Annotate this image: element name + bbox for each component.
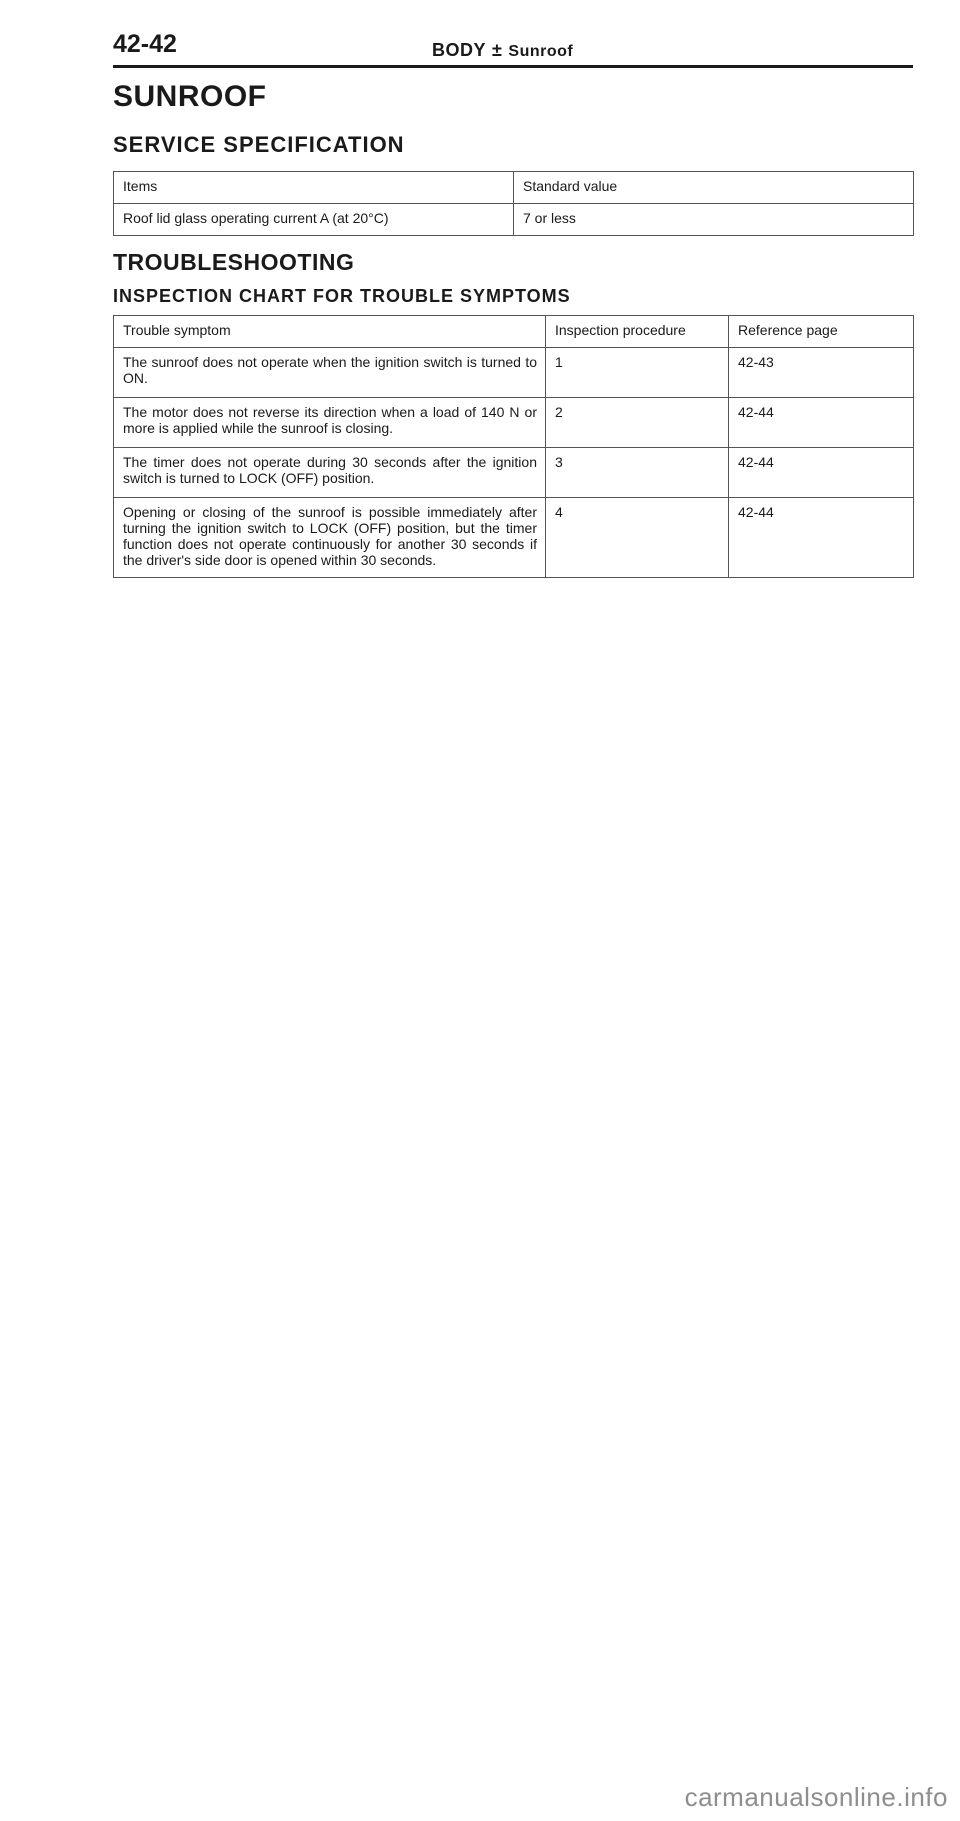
service-specification-heading: SERVICE SPECIFICATION bbox=[113, 132, 405, 157]
table-row bbox=[114, 448, 914, 498]
reference-page-cell: 42-44 bbox=[729, 498, 914, 578]
table-row bbox=[114, 348, 914, 398]
inspection-chart-heading: INSPECTION CHART FOR TROUBLE SYMPTOMS bbox=[113, 286, 571, 306]
running-head bbox=[432, 40, 573, 61]
page-number: 42-42 bbox=[113, 30, 177, 58]
page-title: SUNROOF bbox=[113, 80, 267, 113]
table-header-row bbox=[114, 172, 914, 204]
separator: ± bbox=[492, 40, 503, 60]
column-header: Items bbox=[114, 172, 514, 204]
service-specification-table bbox=[113, 171, 914, 236]
column-header: Standard value bbox=[514, 172, 914, 204]
inspection-chart-table bbox=[113, 315, 914, 578]
trouble-symptom-cell: The sunroof does not operate when the ignition switch is turned to ON. bbox=[114, 348, 546, 398]
inspection-procedure-cell: 1 bbox=[546, 348, 729, 398]
inspection-procedure-cell: 3 bbox=[546, 448, 729, 498]
reference-page-cell: 42-44 bbox=[729, 448, 914, 498]
trouble-symptom-cell: The timer does not operate during 30 seconds after the ignition switch is turned to LOCK (OFF) position. bbox=[114, 448, 546, 498]
trouble-symptom-cell: The motor does not reverse its direction when a load of 140 N or more is applied while the sunroof is closing. bbox=[114, 398, 546, 448]
reference-page-cell: 42-43 bbox=[729, 348, 914, 398]
table-header-row bbox=[114, 316, 914, 348]
subsection-title: Sunroof bbox=[508, 43, 574, 60]
column-header: Trouble symptom bbox=[114, 316, 546, 348]
inspection-procedure-cell: 4 bbox=[546, 498, 729, 578]
trouble-symptom-cell: Opening or closing of the sunroof is possible immediately after turning the ignition switch to LOCK (OFF) position, but the timer function does not operate continuously for another 30 seconds if the driver's side door is opened within 30 seconds. bbox=[114, 498, 546, 578]
column-header: Inspection procedure bbox=[546, 316, 729, 348]
table-row bbox=[114, 498, 914, 578]
watermark: carmanualsonline.info bbox=[684, 1782, 948, 1812]
table-row bbox=[114, 204, 914, 236]
inspection-procedure-cell: 2 bbox=[546, 398, 729, 448]
column-header: Reference page bbox=[729, 316, 914, 348]
table-row bbox=[114, 398, 914, 448]
reference-page-cell: 42-44 bbox=[729, 398, 914, 448]
troubleshooting-heading: TROUBLESHOOTING bbox=[113, 249, 355, 275]
table-cell: Roof lid glass operating current A (at 20°C) bbox=[114, 204, 514, 236]
section-title: BODY bbox=[432, 40, 487, 60]
header-rule bbox=[113, 65, 913, 68]
table-cell: 7 or less bbox=[514, 204, 914, 236]
